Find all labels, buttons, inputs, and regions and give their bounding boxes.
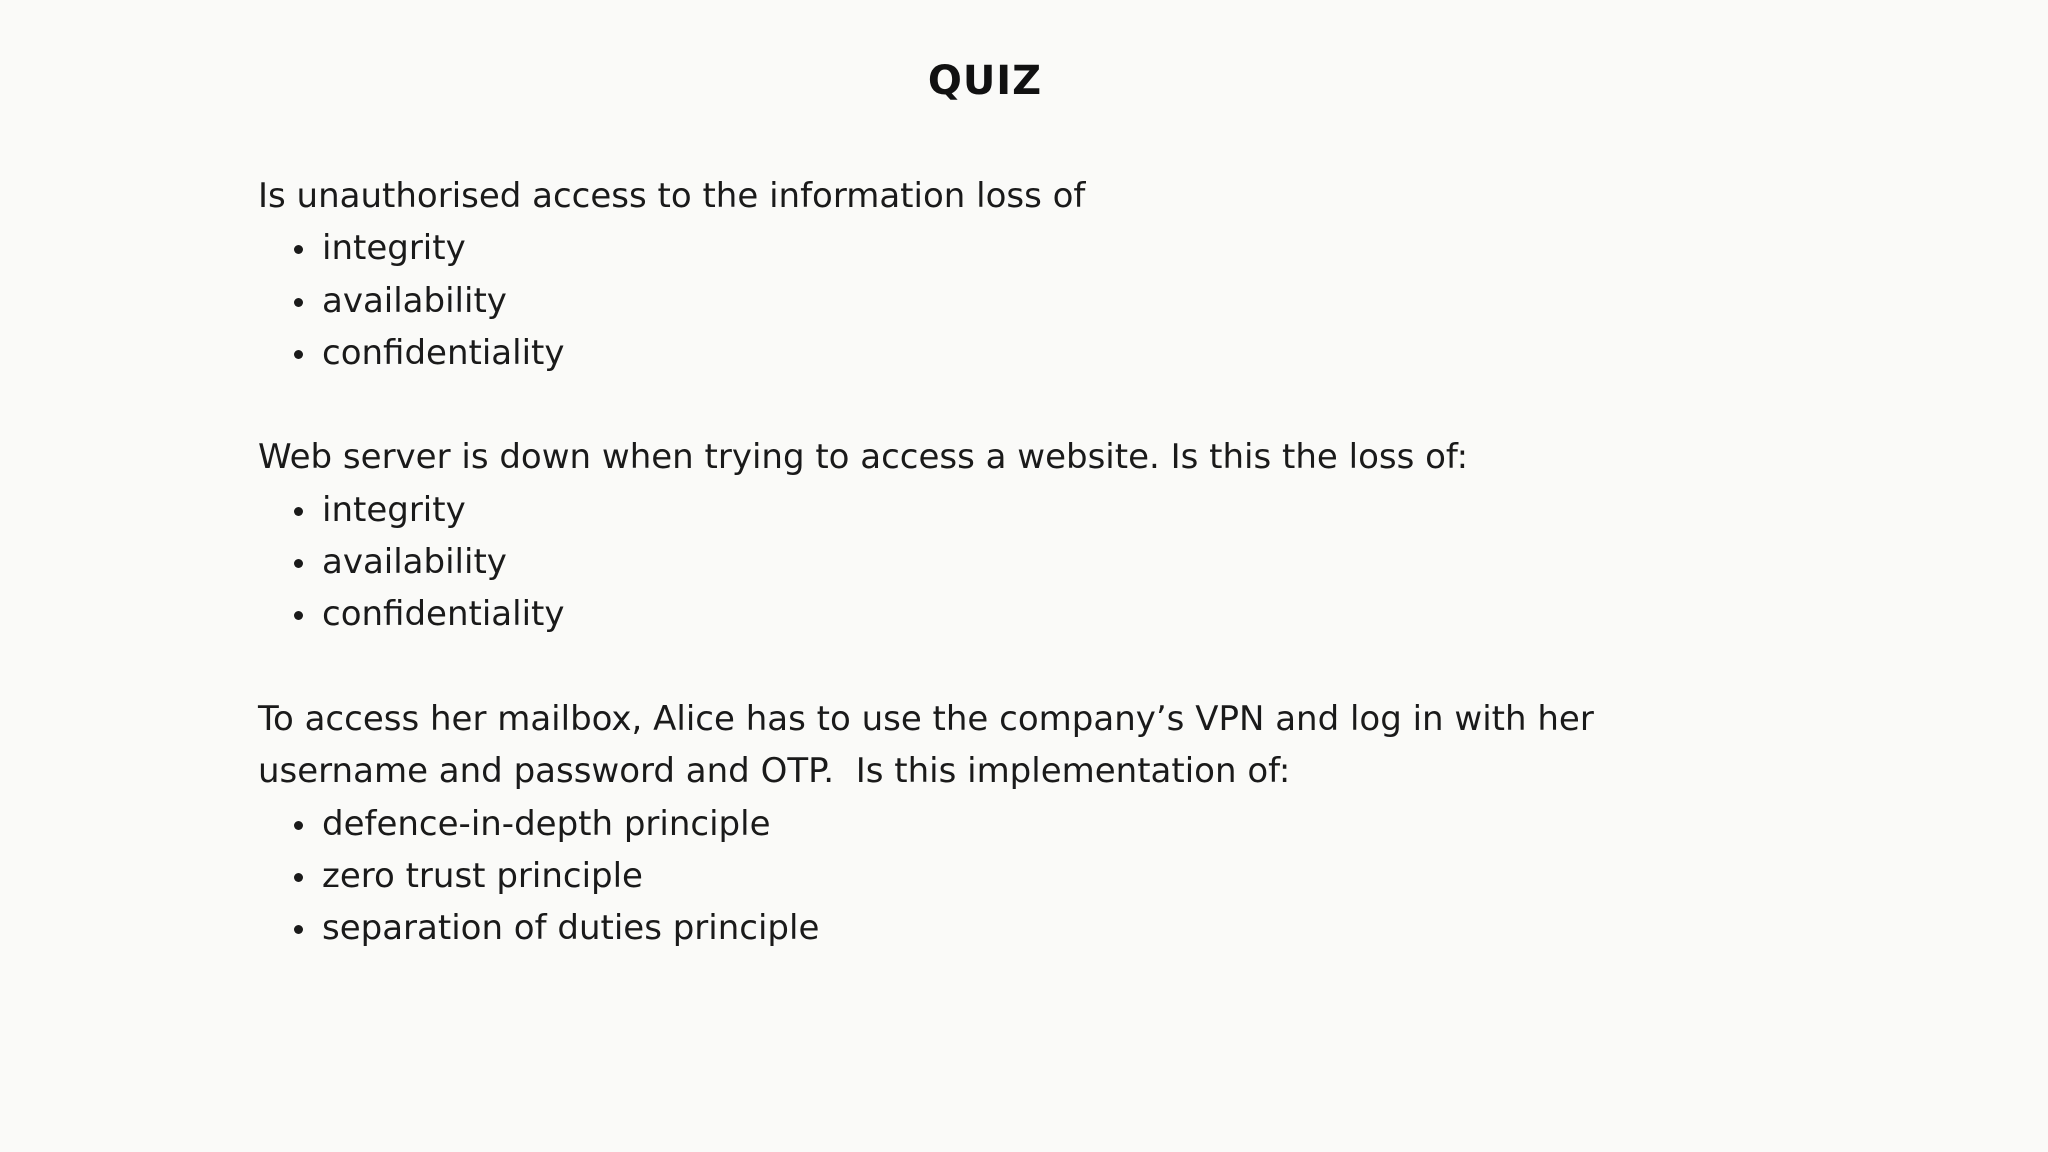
option-label: defence-in-depth principle: [322, 803, 771, 844]
question-2-option-3: [322, 588, 1658, 640]
spacer: [258, 641, 1658, 693]
option-label: zero trust principle: [322, 855, 643, 896]
bullet-icon: [294, 559, 303, 568]
slide-title: QUIZ: [927, 58, 1043, 104]
question-2-option-1: [322, 484, 1658, 536]
option-label: confidentiality: [322, 594, 565, 635]
question-3-options: [258, 798, 1658, 955]
option-label: integrity: [322, 489, 466, 530]
bullet-icon: [294, 821, 303, 830]
question-1-option-1: [322, 222, 1658, 274]
question-1-options: [258, 222, 1658, 379]
bullet-icon: [294, 507, 303, 516]
option-label: availability: [322, 280, 507, 321]
option-label: integrity: [322, 228, 466, 269]
bullet-icon: [294, 873, 303, 882]
question-1-text: Is unauthorised access to the information loss of: [258, 176, 1086, 216]
bullet-icon: [294, 611, 303, 620]
question-3: [258, 693, 1658, 954]
bullet-icon: [294, 245, 303, 254]
question-3-option-1: [322, 798, 1658, 850]
question-3-text-line-2: username and password and OTP. Is this implementation of:: [258, 751, 1291, 792]
option-label: separation of duties principle: [322, 908, 820, 949]
question-2: [258, 431, 1658, 640]
question-3-text-line-1: To access her mailbox, Alice has to use the company’s VPN and log in with her: [258, 698, 1594, 739]
question-2-text: Web server is down when trying to access a website. Is this the loss of:: [258, 437, 1469, 478]
quiz-content: [258, 170, 1658, 954]
bullet-icon: [294, 925, 303, 934]
question-1: [258, 170, 1658, 379]
question-1-option-3: [322, 327, 1658, 379]
spacer: [258, 379, 1658, 431]
option-label: confidentiality: [322, 332, 565, 373]
question-3-option-3: [322, 902, 1658, 954]
question-1-option-2: [322, 275, 1658, 327]
bullet-icon: [294, 298, 303, 307]
option-label: availability: [322, 542, 507, 583]
question-3-option-2: [322, 850, 1658, 902]
bullet-icon: [294, 350, 303, 359]
question-2-options: [258, 484, 1658, 641]
question-2-option-2: [322, 536, 1658, 588]
